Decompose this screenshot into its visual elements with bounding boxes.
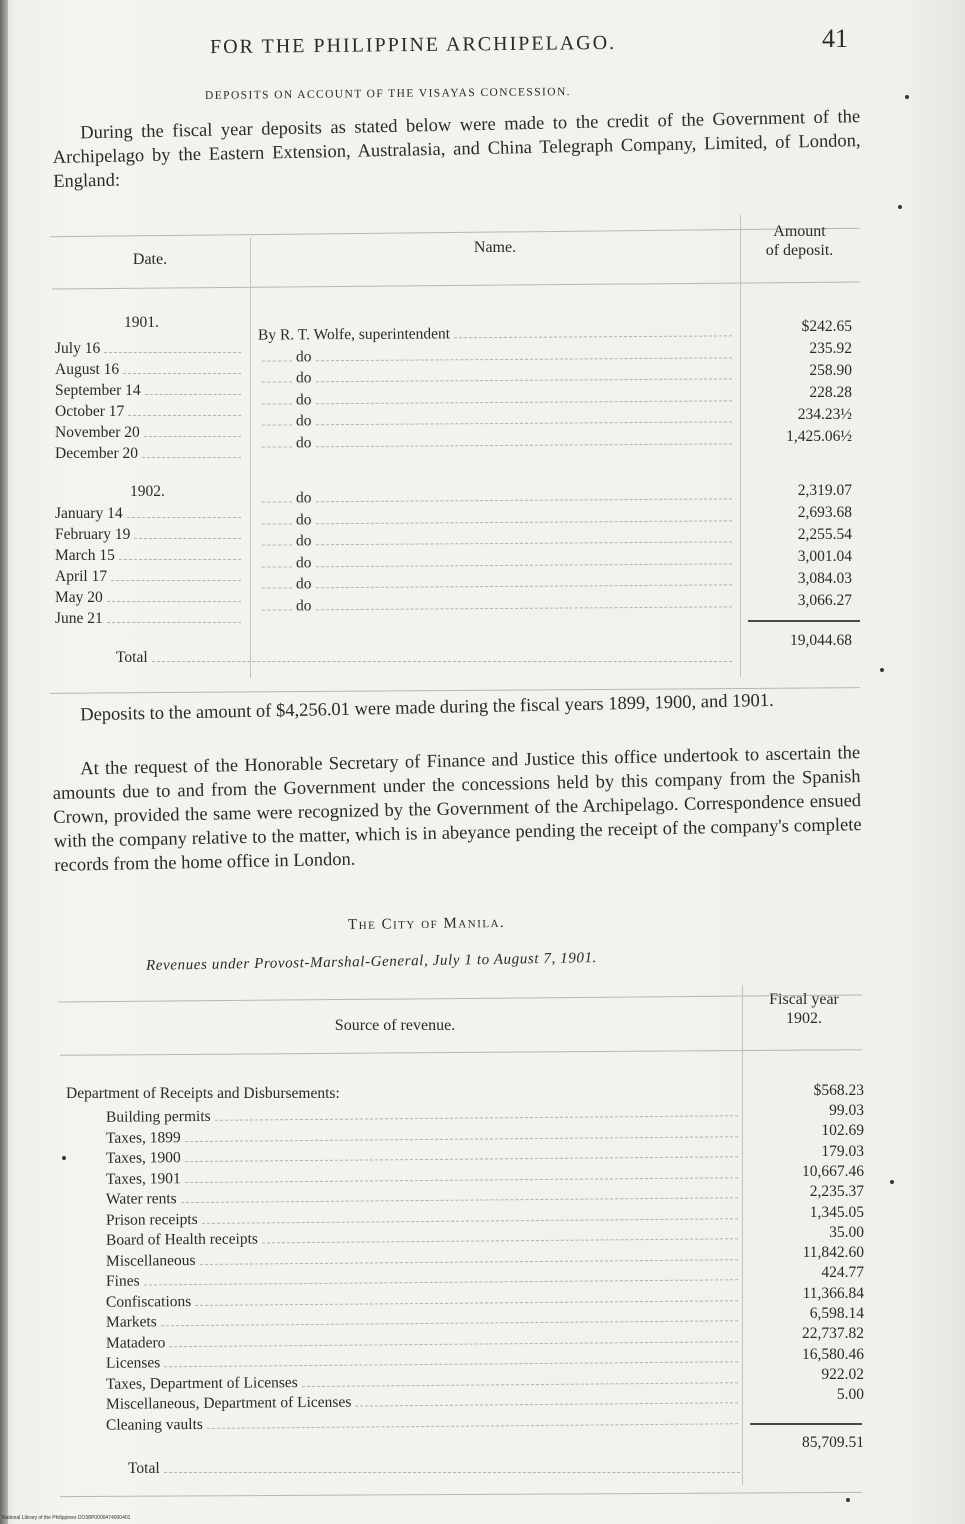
- revenue-row: [106, 1411, 742, 1435]
- revenue-row: [106, 1349, 742, 1373]
- col-header-date: Date.: [132, 251, 168, 268]
- col-header-name: Name.: [473, 239, 517, 256]
- col-header-source: Source of revenue.: [334, 1017, 456, 1034]
- year-label-1901: 1901.: [124, 314, 159, 331]
- deposit-name: do: [295, 390, 312, 408]
- rev-bottom-rule: [60, 1492, 862, 1497]
- print-speck: [846, 1498, 850, 1502]
- revenue-source: Confiscations: [105, 1292, 192, 1311]
- deposit-name-cell: [258, 323, 736, 344]
- revenue-amount: 2,235.37: [809, 1183, 864, 1201]
- deposit-date: January 14: [55, 505, 123, 522]
- revenue-amount: 10,667.46: [802, 1162, 864, 1180]
- deposit-name-cell: [258, 572, 736, 593]
- deposit-amount: 235.92: [809, 340, 852, 357]
- revenue-source: Taxes, 1900: [105, 1149, 181, 1167]
- revenue-row: [106, 1124, 742, 1148]
- deposit-amount: 3,066.27: [797, 592, 852, 609]
- deposit-date-cell: [55, 403, 245, 421]
- deposits-total-row: [116, 649, 736, 667]
- deposit-date: June 21: [55, 610, 103, 627]
- revenue-source: Matadero: [105, 1333, 166, 1352]
- deposit-date: April 17: [55, 568, 108, 585]
- deposit-name: do: [295, 433, 312, 451]
- year-label-1902: 1902.: [130, 483, 165, 500]
- section-title-manila: The City of Manila.: [347, 914, 506, 934]
- revenue-row: [106, 1308, 742, 1332]
- deposit-name: do: [295, 489, 312, 507]
- revenue-source: Prison receipts: [105, 1210, 198, 1229]
- department-heading: Department of Receipts and Disbursements:: [66, 1085, 340, 1102]
- deposit-amount: 3,001.04: [797, 548, 852, 565]
- deposit-name-cell: [258, 594, 736, 615]
- section-title-visayas: DEPOSITS ON ACCOUNT OF THE VISAYAS CONCESSION.: [204, 86, 571, 102]
- revenue-source: Miscellaneous, Department of Licenses: [105, 1393, 352, 1413]
- table-header-rule: [52, 281, 860, 289]
- revenue-source: Building permits: [105, 1107, 211, 1126]
- revenue-source: Water rents: [105, 1190, 177, 1208]
- deposit-name: do: [295, 369, 312, 387]
- revenue-amount: 99.03: [829, 1102, 864, 1119]
- deposit-amount: 2,319.07: [797, 482, 852, 499]
- deposit-name-cell: [258, 529, 736, 550]
- revenue-amount: 102.69: [821, 1122, 864, 1140]
- revenue-amount: 922.02: [821, 1365, 864, 1383]
- deposit-name: do: [295, 575, 312, 593]
- scan-footer: National Library of the Philippines DO38P0000474000401: [2, 1515, 131, 1521]
- revenue-source: Miscellaneous: [105, 1251, 196, 1270]
- deposit-name-cell: [258, 345, 736, 366]
- col-divider-2: [740, 215, 741, 677]
- revenue-source: Taxes, 1901: [105, 1169, 181, 1188]
- revenue-row: [106, 1206, 742, 1230]
- col-header-amount: Amount of deposit.: [765, 223, 834, 259]
- revenue-source: Taxes, 1899: [105, 1128, 181, 1147]
- deposit-date: February 19: [55, 526, 131, 543]
- revenue-row: [106, 1247, 742, 1271]
- revenue-amount: 35.00: [829, 1223, 864, 1241]
- deposit-date-cell: [55, 361, 245, 379]
- section-subtitle-revenues: Revenues under Provost-Marshal-General, July 1 to August 7, 1901.: [145, 950, 598, 974]
- deposit-name: do: [295, 347, 312, 365]
- col-header-fiscal: Fiscal year 1902.: [769, 991, 839, 1027]
- revenue-source: Board of Health receipts: [105, 1230, 259, 1249]
- revenue-row: [106, 1185, 742, 1209]
- deposit-date-cell: [55, 589, 245, 607]
- print-speck: [880, 668, 884, 672]
- deposit-date: November 20: [55, 424, 140, 441]
- print-speck: [890, 1180, 894, 1184]
- deposit-date: October 17: [55, 403, 125, 420]
- revenue-source: Taxes, Department of Licenses: [105, 1373, 298, 1393]
- deposit-date: September 14: [55, 382, 141, 399]
- total-rule: [748, 620, 860, 622]
- revenue-source: Cleaning vaults: [105, 1415, 203, 1434]
- revenue-amount: 6,598.14: [809, 1305, 864, 1322]
- revenue-amount: 5.00: [836, 1386, 864, 1404]
- revenue-row: [106, 1288, 742, 1312]
- revenue-row: [106, 1226, 742, 1250]
- deposit-amount: 1,425.06½: [786, 428, 852, 445]
- deposit-amount: 2,255.54: [797, 526, 852, 543]
- deposit-name: do: [295, 412, 312, 430]
- deposit-name: do: [295, 532, 312, 550]
- deposit-date-cell: [55, 382, 245, 400]
- revenue-row: [106, 1267, 742, 1291]
- revenue-row: [106, 1370, 742, 1394]
- revenue-source: Fines: [105, 1272, 140, 1290]
- deposit-name-cell: [258, 366, 736, 387]
- revenue-amount: 179.03: [821, 1142, 864, 1160]
- deposit-name-cell: [258, 486, 736, 507]
- print-speck: [62, 1156, 66, 1160]
- deposit-date: August 16: [55, 361, 120, 378]
- deposit-amount: $242.65: [801, 318, 852, 335]
- deposit-date-cell: [55, 610, 245, 628]
- deposit-date: May 20: [55, 589, 103, 606]
- revenue-amount: 11,842.60: [802, 1244, 864, 1262]
- deposit-date-cell: [55, 340, 245, 358]
- intro-paragraph: During the fiscal year deposits as stated below were made to the credit of the Government of the Archipelago by the Eastern Extension, Australasia, and China Telegraph Company, Limited, of London, England:: [52, 107, 861, 192]
- deposit-date-cell: [55, 547, 245, 565]
- rev-total-rule: [750, 1423, 862, 1425]
- print-speck: [905, 95, 909, 99]
- revenue-row: [106, 1390, 742, 1414]
- deposit-date: July 16: [55, 340, 101, 357]
- deposit-name-cell: [258, 388, 736, 409]
- total-amount: 19,044.68: [790, 632, 852, 649]
- deposit-date-cell: [55, 505, 245, 523]
- rev-total-label: Total: [128, 1460, 160, 1477]
- revenue-row: [106, 1165, 742, 1189]
- department-amount: $568.23: [813, 1082, 864, 1099]
- deposit-name-cell: [258, 551, 736, 572]
- deposit-amount: 2,693.68: [797, 504, 852, 521]
- revenue-amount: 22,737.82: [802, 1325, 864, 1343]
- deposit-name: do: [295, 553, 312, 571]
- revenue-row: [106, 1144, 742, 1168]
- revenue-source: Markets: [105, 1313, 157, 1331]
- deposit-amount: 234.23½: [797, 406, 852, 423]
- deposit-date-cell: [55, 445, 245, 463]
- rev-col-divider: [742, 985, 743, 1485]
- revenue-total-row: [128, 1460, 744, 1478]
- deposit-name-cell: [258, 431, 736, 452]
- paragraph-deposits-earlier: Deposits to the amount of $4,256.01 were made during the fiscal years 1899, 1900, and 1901.: [80, 690, 774, 726]
- deposit-date: December 20: [55, 445, 139, 462]
- book-spine-shadow: [0, 0, 8, 1524]
- col-divider-1: [250, 238, 251, 678]
- deposit-name: By R. T. Wolfe, superintendent: [257, 325, 451, 344]
- deposit-name: do: [295, 596, 312, 614]
- deposit-date-cell: [55, 568, 245, 586]
- deposit-date: March 15: [55, 547, 115, 564]
- revenue-amount: 16,580.46: [802, 1345, 864, 1363]
- paragraph-request: At the request of the Honorable Secretary of Finance and Justice this office undertook to ascertain the amounts due to and from the Government under the concessions held by this company from the Spanish Crown, provided the same were recognized by the Government of the Archipelago. Correspondence ensued with the company relative to the matter, which is in abeyance pending the receipt of the company's complete records from the home office in London.: [52, 743, 862, 876]
- revenue-row: [106, 1329, 742, 1353]
- print-speck: [898, 205, 902, 209]
- rev-total-amount: 85,709.51: [802, 1434, 864, 1451]
- table-top-rule: [50, 228, 860, 237]
- deposit-name-cell: [258, 508, 736, 529]
- deposit-date-cell: [55, 526, 245, 544]
- deposit-name: do: [295, 510, 312, 528]
- revenue-amount: 11,366.84: [802, 1284, 864, 1302]
- running-title: FOR THE PHILIPPINE ARCHIPELAGO.: [209, 31, 617, 59]
- revenue-source: Licenses: [105, 1354, 161, 1372]
- page-number: 41: [822, 24, 848, 53]
- deposit-amount: 258.90: [809, 362, 852, 379]
- revenue-amount: 1,345.05: [809, 1203, 864, 1221]
- deposit-amount: 3,084.03: [797, 570, 852, 587]
- revenue-row: [106, 1103, 742, 1127]
- revenue-amount: 424.77: [821, 1264, 864, 1282]
- deposit-amount: 228.28: [809, 384, 852, 401]
- deposit-name-cell: [258, 409, 736, 430]
- deposit-date-cell: [55, 424, 245, 442]
- total-label: Total: [116, 649, 148, 666]
